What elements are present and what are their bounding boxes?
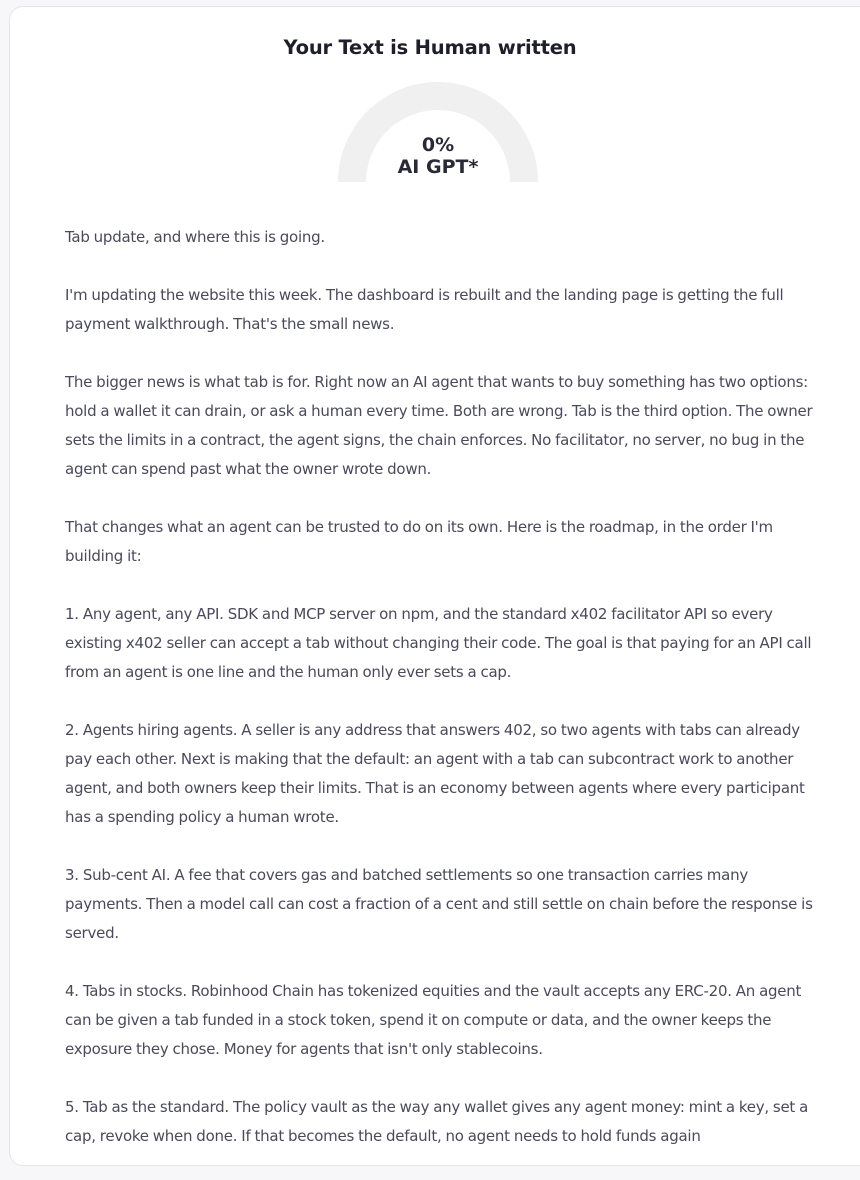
text-paragraph: 2. Agents hiring agents. A seller is any address that answers 402, so two agents with tabs can already pay each other. Next is making that the default: an agent with a tab can subcontract work to another agent, and both owners keep their limits. That is an economy between agents where every participant has a spending policy a human wrote. [65,721,805,826]
result-title: Your Text is Human written [283,36,577,59]
text-paragraph: Tab update, and where this is going. [65,228,325,246]
text-paragraph: I'm updating the website this week. The dashboard is rebuilt and the landing page is getting the full payment walkthrough. That's the small news. [65,286,784,333]
ai-percentage: 0% [421,134,455,156]
analyzed-text [65,223,825,1180]
text-paragraph: 1. Any agent, any API. SDK and MCP server on npm, and the standard x402 facilitator API so every existing x402 seller can accept a tab without changing their code. The goal is that paying for an API call from an agent is one line and the human only ever sets a cap. [65,605,812,681]
text-paragraph: That changes what an agent can be trusted to do on its own. Here is the roadmap, in the order I'm building it: [65,518,773,565]
ai-score-gauge [338,81,538,182]
text-paragraph: 5. Tab as the standard. The policy vault as the way any wallet gives any agent money: mint a key, set a cap, revoke when done. If that becomes the default, no agent needs to hold funds again [65,1098,809,1145]
text-paragraph: The bigger news is what tab is for. Right now an AI agent that wants to buy something has two options: hold a wallet it can drain, or ask a human every time. Both are wrong. Tab is the third option. The owner sets the limits in a contract, the agent signs, the chain enforces. No facilitator, no server, no bug in the agent can spend past what the owner wrote down. [65,373,813,478]
text-paragraph: 4. Tabs in stocks. Robinhood Chain has tokenized equities and the vault accepts any ERC-20. An agent can be given a tab funded in a stock token, spend it on compute or data, and the owner keeps the exposure they chose. Money for agents that isn't only stablecoins. [65,982,802,1058]
text-paragraph: 3. Sub-cent AI. A fee that covers gas and batched settlements so one transaction carries many payments. Then a model call can cost a fraction of a cent and still settle on chain before the response is served. [65,866,813,942]
ai-label: AI GPT* [397,156,479,178]
